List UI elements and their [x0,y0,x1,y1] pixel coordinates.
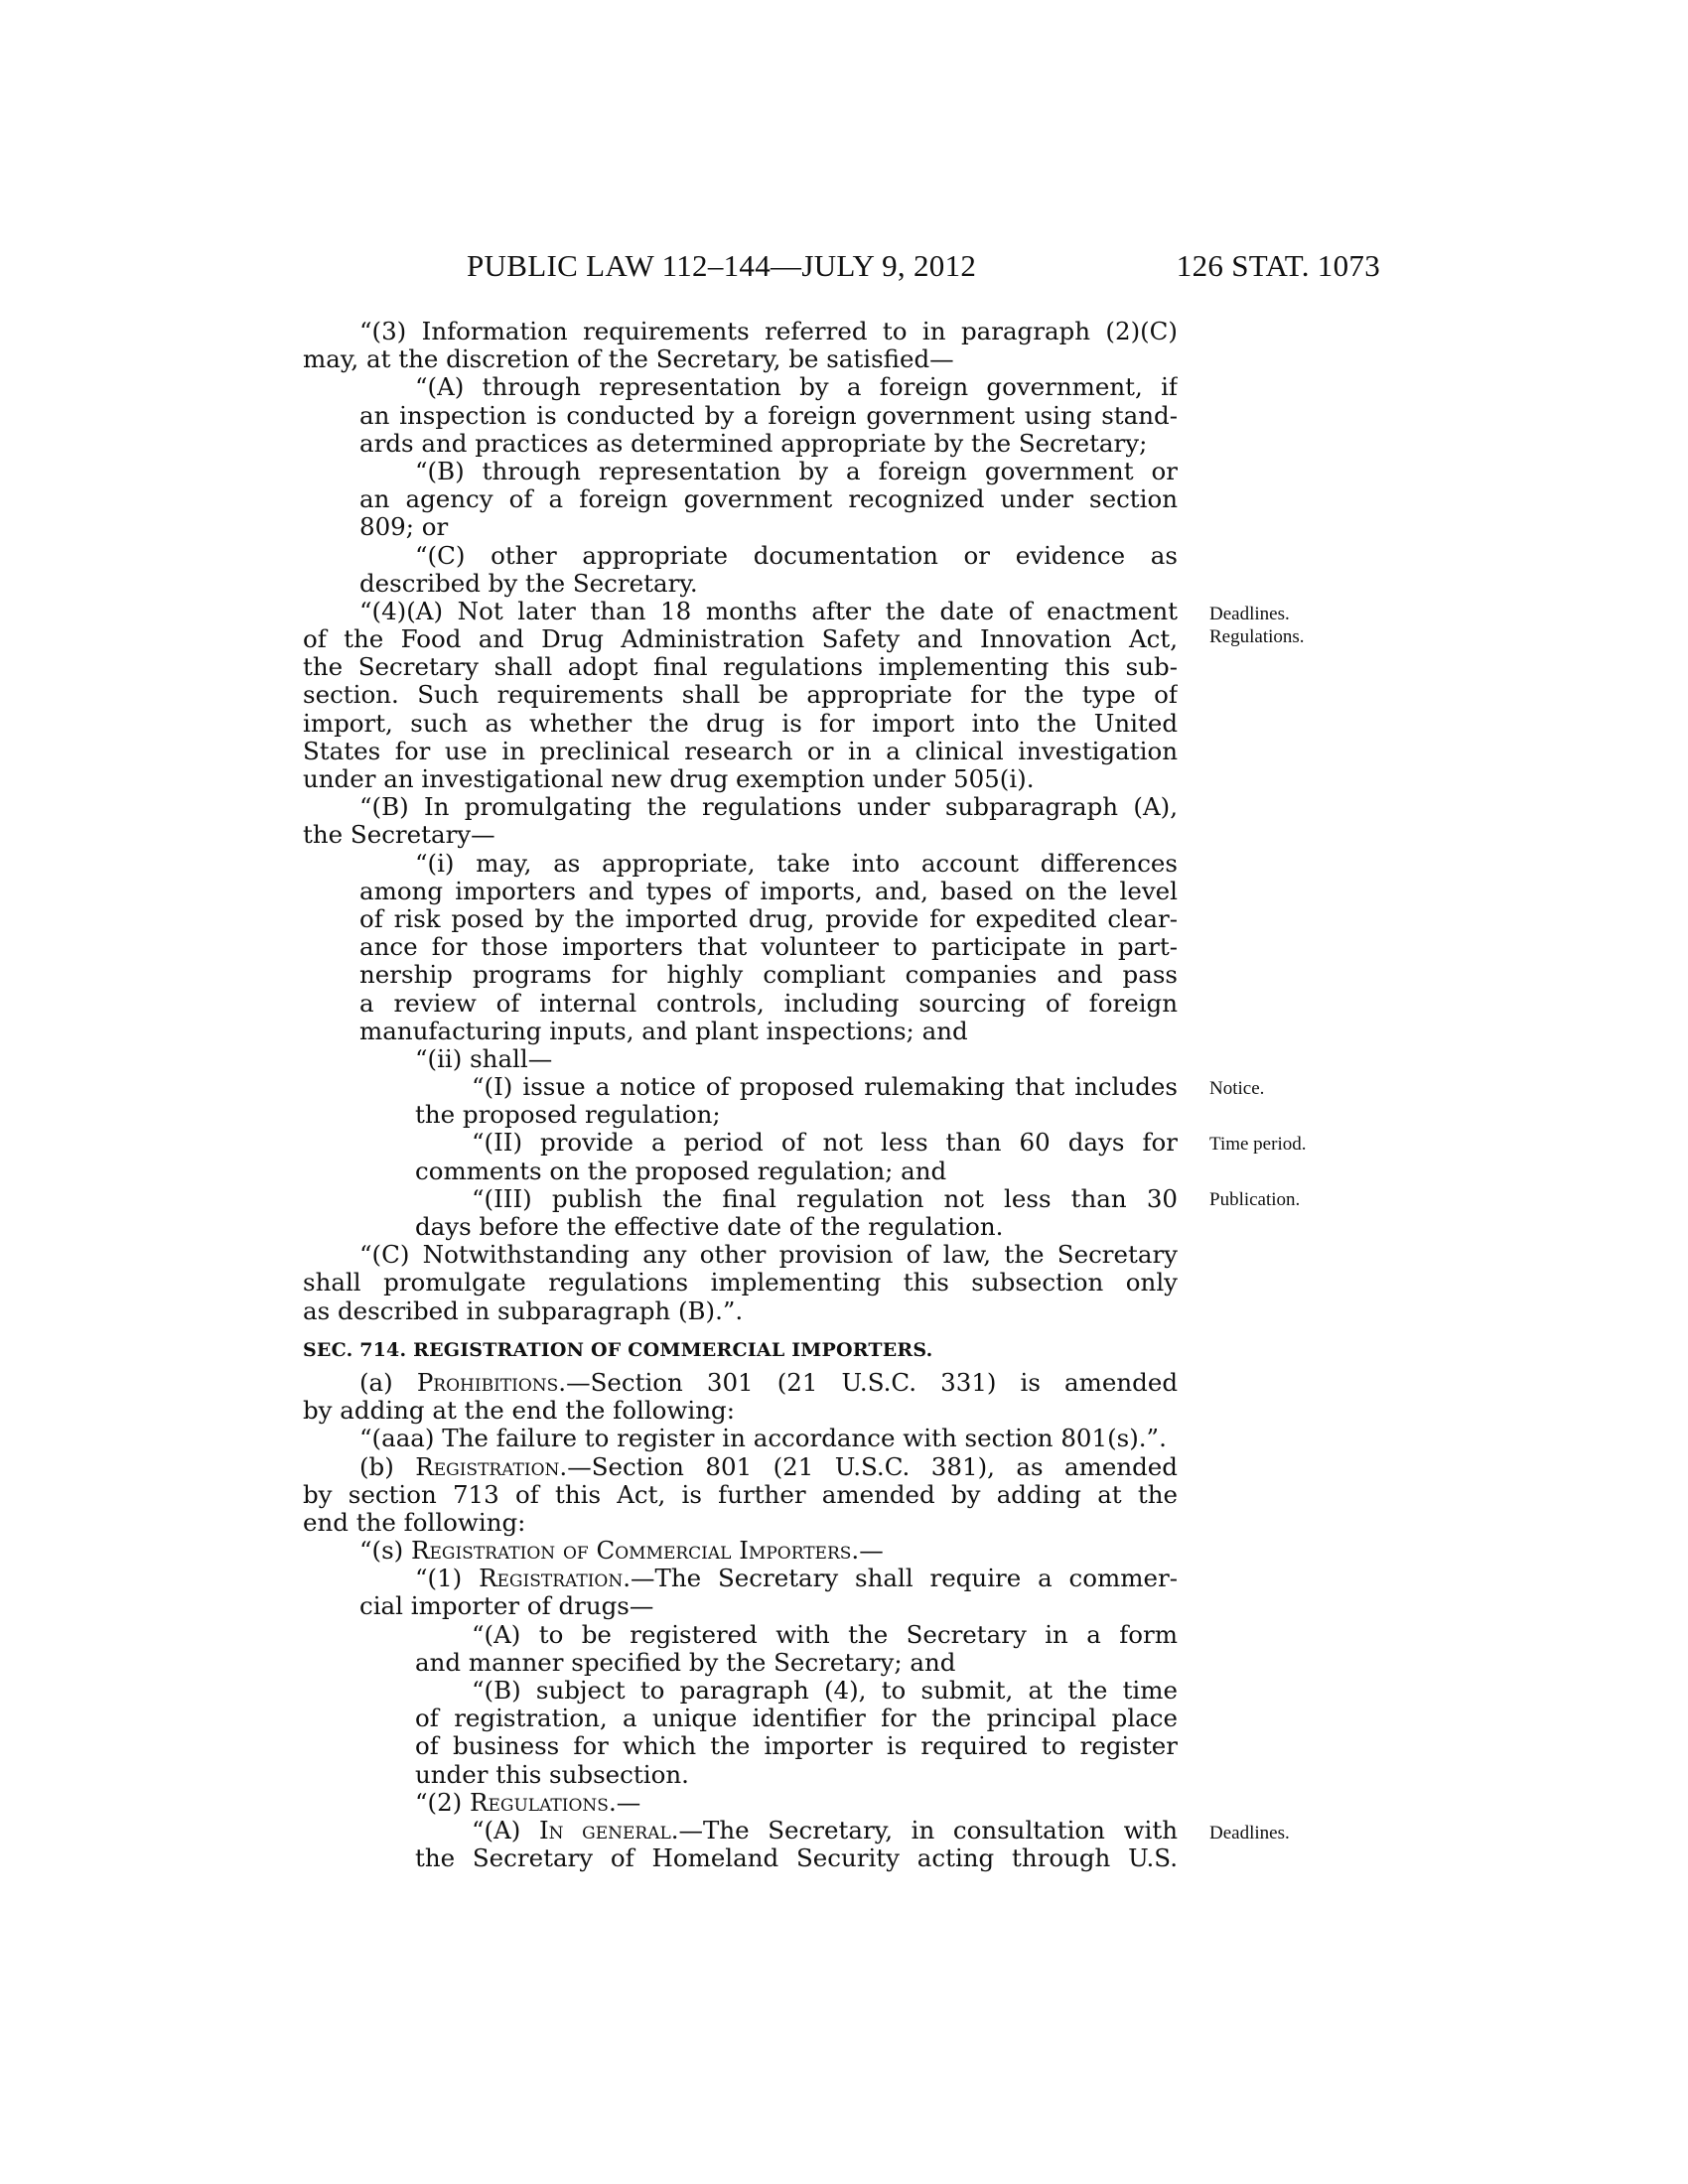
text-line: “(B) through representation by a foreign government or [415,457,1178,485]
text-line: a review of internal controls, including sourcing of foreign [359,989,1178,1018]
text-line: manufacturing inputs, and plant inspections; and [359,1017,968,1045]
text-line: “(aaa) The failure to register in accordance with section 801(s).”. [359,1425,1167,1453]
text-line: “(I) issue a notice of proposed rulemaking that includes [472,1073,1178,1102]
text-line: the Secretary shall adopt final regulations implementing this sub- [303,653,1178,682]
text-line: end the following: [303,1508,526,1537]
margin-note-time-period: Time period. [1209,1134,1307,1155]
text-line: “(ii) shall— [415,1044,553,1073]
text-line: of business for which the importer is required to register [415,1732,1178,1761]
text-line: ance for those importers that volunteer to participate in part- [359,933,1178,962]
text-line: 809; or [359,513,449,542]
text-line: by adding at the end the following: [303,1397,735,1426]
text-line: an agency of a foreign government recognized under section [359,485,1178,514]
text-line: “(C) other appropriate documentation or evidence as [415,541,1178,570]
text-line: of registration, a unique identifier for the principal place [415,1705,1178,1733]
margin-note-deadlines: Deadlines. [1209,604,1290,624]
subparagraph-a-line: “(A) In general.—The Secretary, in consultation with [472,1816,1178,1844]
text-line: days before the effective date of the regulation. [415,1213,1004,1241]
text-line: the proposed regulation; [415,1101,721,1130]
margin-note-deadlines-2: Deadlines. [1209,1823,1290,1843]
subsection-a-line: (a) Prohibitions.—Section 301 (21 U.S.C. 331) is amended [359,1368,1178,1397]
text-line: section. Such requirements shall be appropriate for the type of [303,681,1178,710]
text-line: under an investigational new drug exemption under 505(i). [303,765,1035,793]
section-heading: SEC. 714. REGISTRATION OF COMMERCIAL IMPORTERS. [303,1338,933,1361]
statute-body [303,318,1178,1872]
text-line: comments on the proposed regulation; and [415,1157,947,1185]
page-header [298,248,1380,288]
text-line: shall promulgate regulations implementing this subsection only [303,1269,1178,1297]
text-line: may, at the discretion of the Secretary, be satisfied— [303,345,954,374]
text-line: of the Food and Drug Administration Safety and Innovation Act, [303,625,1178,654]
text-line: import, such as whether the drug is for import into the United [303,709,1178,738]
text-line: among importers and types of imports, and, based on the level [359,877,1178,905]
text-line: “(B) In promulgating the regulations under subparagraph (A), [359,793,1178,822]
text-line: cial importer of drugs— [359,1592,654,1621]
paragraph-2-heading: “(2) Regulations.— [415,1788,641,1817]
public-law-title: PUBLIC LAW 112–144—JULY 9, 2012 [467,248,977,283]
text-line: “(i) may, as appropriate, take into account differences [415,849,1178,878]
text-line: ards and practices as determined appropriate by the Secretary; [359,429,1148,458]
subsection-b-line: (b) Registration.—Section 801 (21 U.S.C. 381), as amended [359,1452,1178,1481]
text-line: “(A) to be registered with the Secretary in a form [472,1620,1178,1649]
text-line: nership programs for highly compliant companies and pass [359,961,1178,990]
margin-note-notice: Notice. [1209,1078,1265,1099]
text-line: States for use in preclinical research or in a clinical investigation [303,737,1178,765]
subsection-s-heading: “(s) Registration of Commercial Importers.— [359,1537,884,1566]
text-line: an inspection is conducted by a foreign government using stand- [359,401,1178,430]
text-line: “(B) subject to paragraph (4), to submit, at the time [472,1677,1178,1705]
text-line: “(II) provide a period of not less than 60 days for [472,1129,1178,1158]
text-line: and manner specified by the Secretary; and [415,1648,956,1677]
text-line: by section 713 of this Act, is further amended by adding at the [303,1480,1178,1509]
text-line: the Secretary— [303,821,495,850]
margin-note-publication: Publication. [1209,1189,1301,1210]
text-line: “(3) Information requirements referred to in paragraph (2)(C) [359,318,1178,345]
text-line: “(A) through representation by a foreign government, if [415,373,1178,402]
text-line: as described in subparagraph (B).”. [303,1297,744,1325]
paragraph-1-line: “(1) Registration.—The Secretary shall require a commer- [415,1565,1178,1593]
text-line: under this subsection. [415,1760,689,1789]
text-line: of risk posed by the imported drug, provide for expedited clear- [359,904,1178,933]
statute-page-number: 126 STAT. 1073 [1176,248,1380,283]
margin-note-regulations: Regulations. [1209,626,1305,647]
text-line: “(4)(A) Not later than 18 months after the date of enactment [359,597,1178,625]
text-line: described by the Secretary. [359,569,698,598]
text-line: “(III) publish the final regulation not less than 30 [472,1184,1178,1213]
text-line: “(C) Notwithstanding any other provision of law, the Secretary [359,1241,1178,1270]
text-line: the Secretary of Homeland Security acting through U.S. [415,1844,1178,1873]
